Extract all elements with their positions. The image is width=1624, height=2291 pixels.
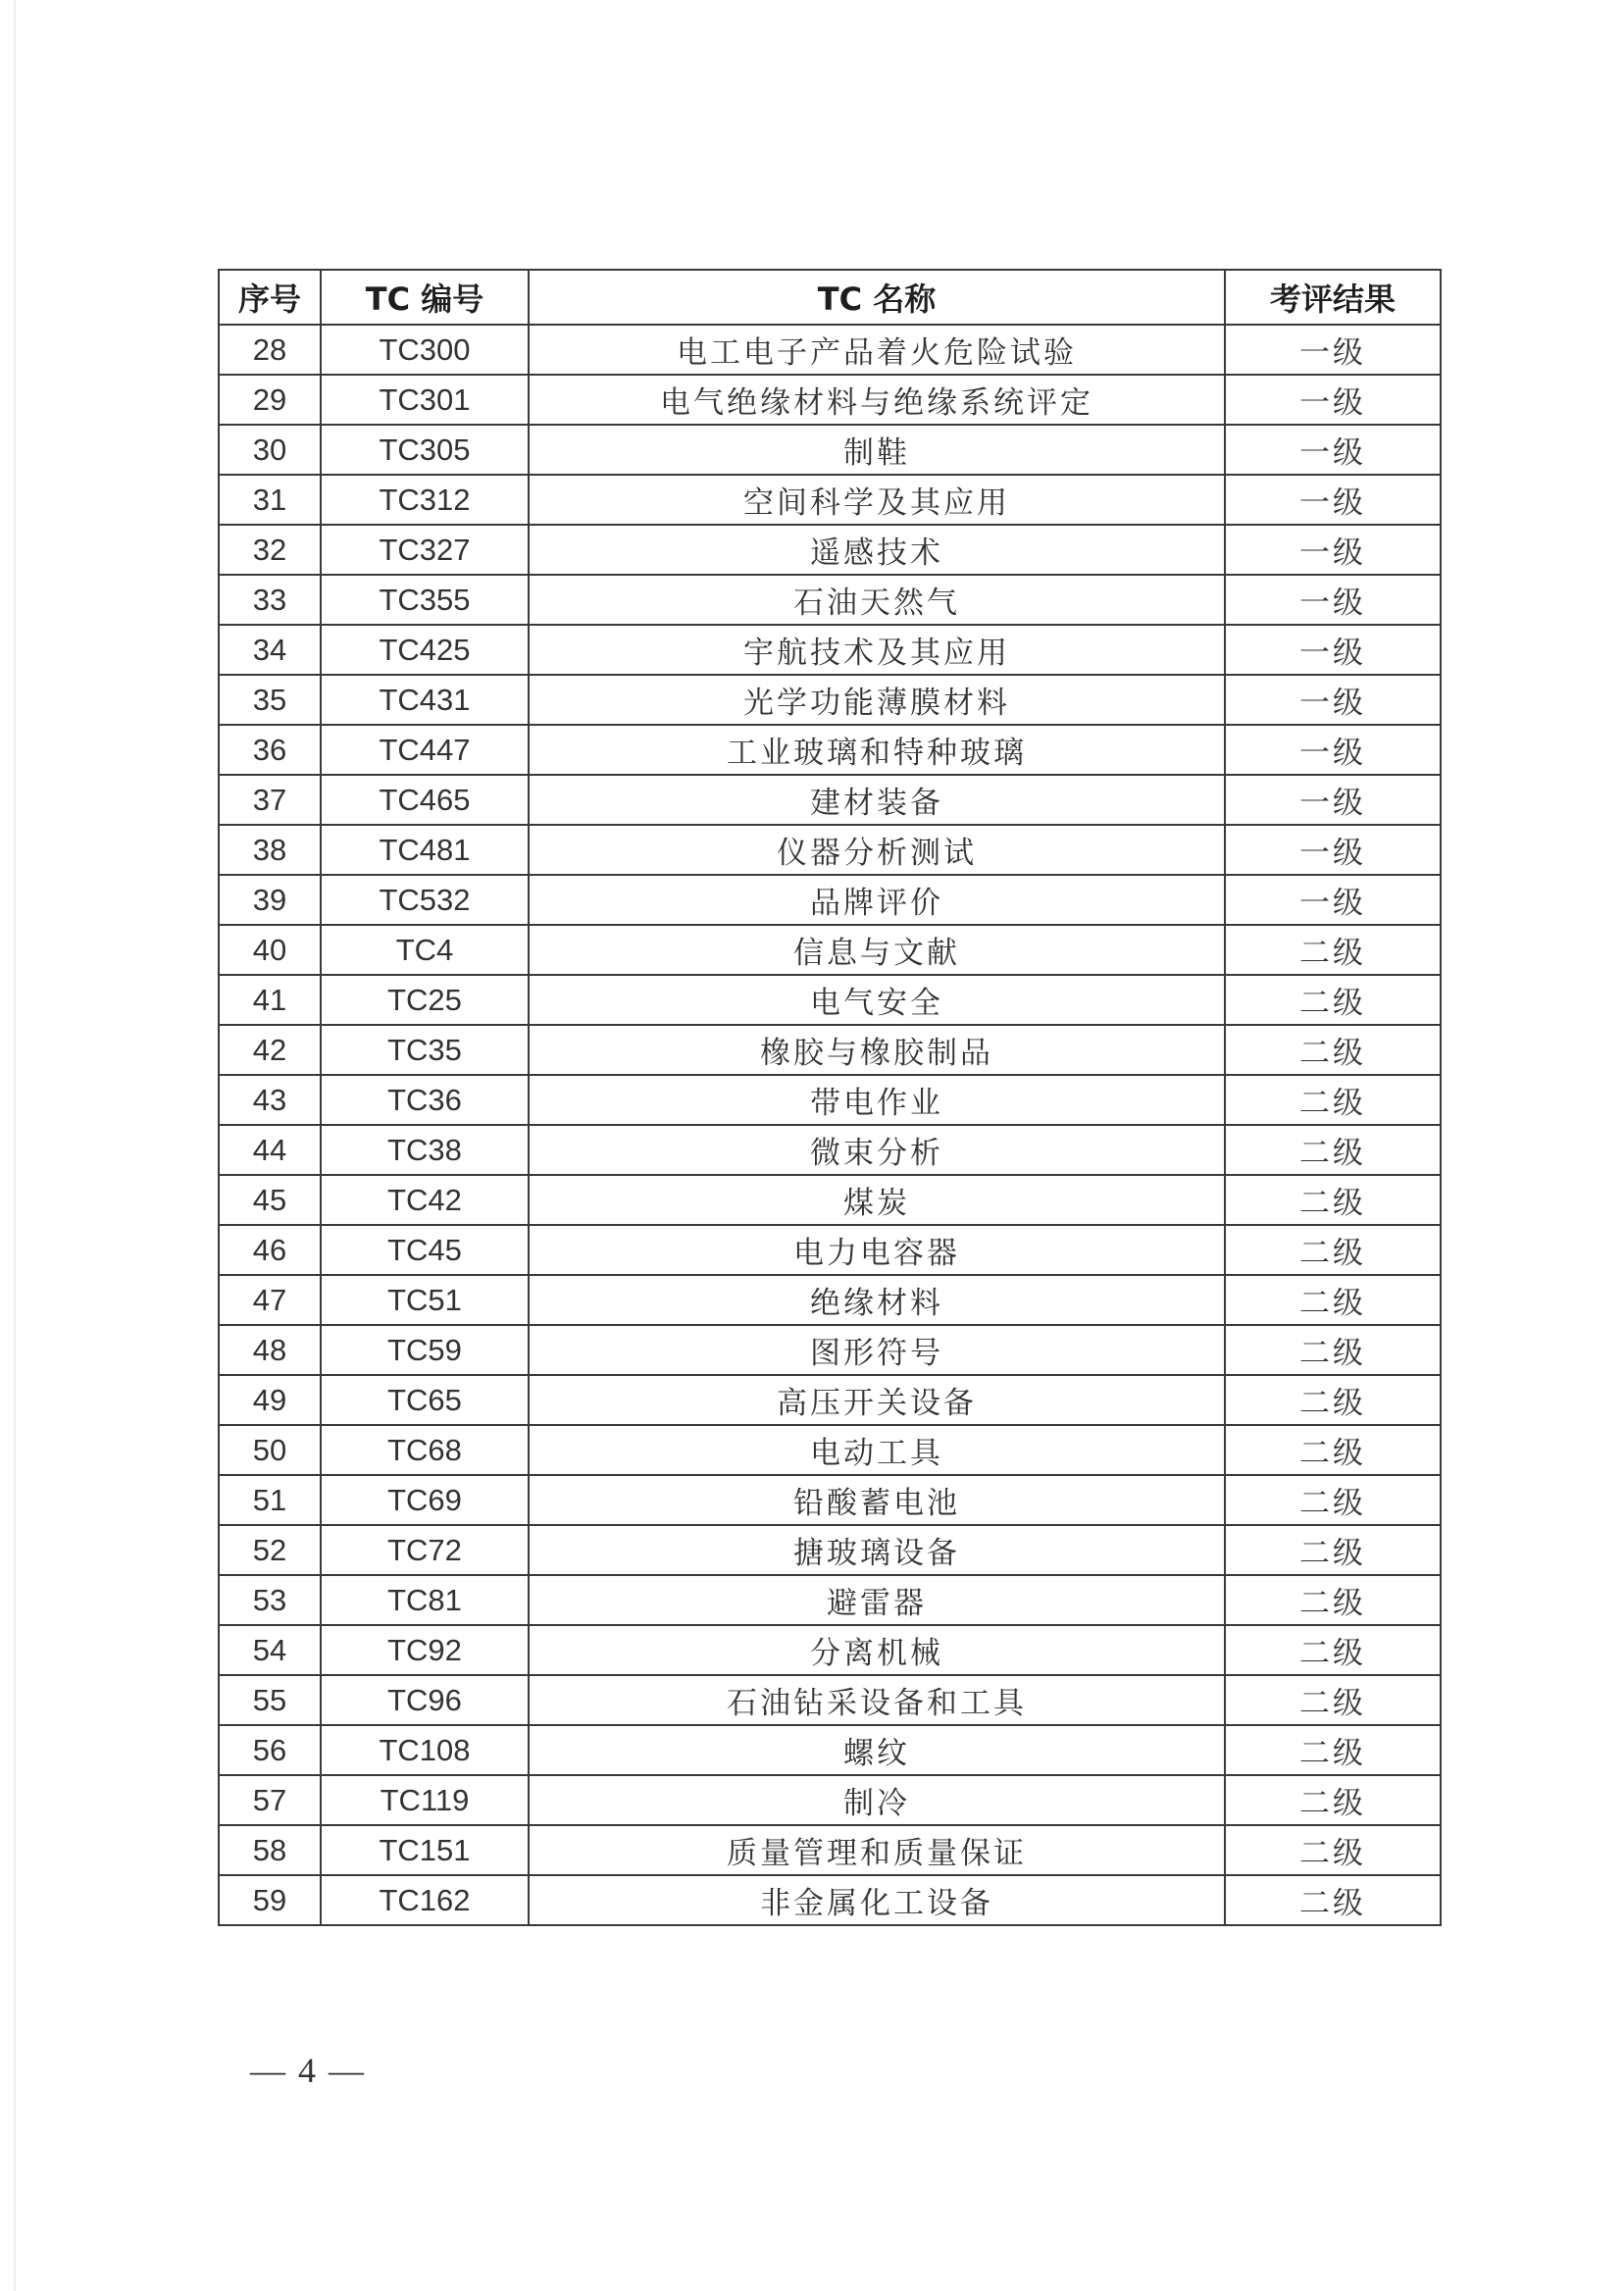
cell-tc-name: 品牌评价: [529, 875, 1225, 925]
cell-evaluation-result: 二级: [1225, 1125, 1441, 1175]
table-row: [219, 575, 1441, 625]
cell-tc-code: TC151: [321, 1825, 529, 1875]
cell-evaluation-result: 二级: [1225, 1775, 1441, 1825]
cell-serial-number: 35: [219, 675, 321, 725]
table-row: [219, 475, 1441, 525]
header-row: [219, 270, 1441, 325]
cell-tc-name: 带电作业: [529, 1075, 1225, 1125]
cell-evaluation-result: 二级: [1225, 1475, 1441, 1525]
cell-serial-number: 36: [219, 725, 321, 775]
table-row: [219, 375, 1441, 425]
cell-evaluation-result: 二级: [1225, 1725, 1441, 1775]
cell-evaluation-result: 二级: [1225, 1225, 1441, 1275]
header-tc-name: TC 名称: [529, 270, 1225, 325]
table-row: [219, 1125, 1441, 1175]
cell-tc-name: 电力电容器: [529, 1225, 1225, 1275]
table-row: [219, 1525, 1441, 1575]
cell-serial-number: 55: [219, 1675, 321, 1725]
table-row: [219, 1225, 1441, 1275]
cell-evaluation-result: 一级: [1225, 875, 1441, 925]
cell-serial-number: 53: [219, 1575, 321, 1625]
cell-tc-code: TC38: [321, 1125, 529, 1175]
cell-evaluation-result: 一级: [1225, 675, 1441, 725]
cell-tc-name: 制鞋: [529, 425, 1225, 475]
cell-serial-number: 56: [219, 1725, 321, 1775]
tc-evaluation-table: [218, 269, 1442, 1926]
cell-serial-number: 48: [219, 1325, 321, 1375]
cell-tc-code: TC108: [321, 1725, 529, 1775]
cell-tc-code: TC305: [321, 425, 529, 475]
table-header: [219, 270, 1441, 325]
cell-tc-name: 遥感技术: [529, 525, 1225, 575]
cell-tc-code: TC327: [321, 525, 529, 575]
cell-evaluation-result: 二级: [1225, 1025, 1441, 1075]
cell-evaluation-result: 二级: [1225, 1875, 1441, 1925]
cell-serial-number: 32: [219, 525, 321, 575]
table-row: [219, 775, 1441, 825]
cell-serial-number: 51: [219, 1475, 321, 1525]
cell-tc-code: TC431: [321, 675, 529, 725]
cell-serial-number: 37: [219, 775, 321, 825]
cell-serial-number: 41: [219, 975, 321, 1025]
cell-tc-name: 宇航技术及其应用: [529, 625, 1225, 675]
cell-serial-number: 30: [219, 425, 321, 475]
cell-serial-number: 57: [219, 1775, 321, 1825]
cell-tc-name: 工业玻璃和特种玻璃: [529, 725, 1225, 775]
table-row: [219, 325, 1441, 375]
table-row: [219, 1025, 1441, 1075]
cell-tc-code: TC481: [321, 825, 529, 875]
table-row: [219, 1275, 1441, 1325]
cell-evaluation-result: 二级: [1225, 925, 1441, 975]
cell-serial-number: 38: [219, 825, 321, 875]
cell-tc-code: TC45: [321, 1225, 529, 1275]
header-evaluation-result: 考评结果: [1225, 270, 1441, 325]
cell-tc-code: TC59: [321, 1325, 529, 1375]
table-row: [219, 1825, 1441, 1875]
cell-evaluation-result: 二级: [1225, 1825, 1441, 1875]
cell-tc-code: TC65: [321, 1375, 529, 1425]
table-row: [219, 675, 1441, 725]
cell-tc-code: TC447: [321, 725, 529, 775]
table-row: [219, 725, 1441, 775]
cell-tc-code: TC465: [321, 775, 529, 825]
cell-tc-name: 电气绝缘材料与绝缘系统评定: [529, 375, 1225, 425]
table-row: [219, 1625, 1441, 1675]
cell-serial-number: 40: [219, 925, 321, 975]
cell-tc-name: 电气安全: [529, 975, 1225, 1025]
table-row: [219, 825, 1441, 875]
cell-tc-code: TC162: [321, 1875, 529, 1925]
cell-tc-name: 螺纹: [529, 1725, 1225, 1775]
cell-evaluation-result: 一级: [1225, 325, 1441, 375]
cell-tc-code: TC92: [321, 1625, 529, 1675]
cell-tc-code: TC300: [321, 325, 529, 375]
cell-serial-number: 33: [219, 575, 321, 625]
table-row: [219, 1675, 1441, 1725]
cell-serial-number: 29: [219, 375, 321, 425]
cell-tc-code: TC42: [321, 1175, 529, 1225]
cell-tc-name: 橡胶与橡胶制品: [529, 1025, 1225, 1075]
cell-serial-number: 59: [219, 1875, 321, 1925]
cell-tc-code: TC69: [321, 1475, 529, 1525]
cell-tc-name: 绝缘材料: [529, 1275, 1225, 1325]
cell-serial-number: 47: [219, 1275, 321, 1325]
table-row: [219, 1075, 1441, 1125]
cell-tc-name: 空间科学及其应用: [529, 475, 1225, 525]
cell-evaluation-result: 二级: [1225, 1375, 1441, 1425]
cell-tc-name: 微束分析: [529, 1125, 1225, 1175]
cell-tc-name: 信息与文献: [529, 925, 1225, 975]
cell-serial-number: 58: [219, 1825, 321, 1875]
cell-evaluation-result: 二级: [1225, 1575, 1441, 1625]
cell-tc-code: TC532: [321, 875, 529, 925]
cell-tc-name: 质量管理和质量保证: [529, 1825, 1225, 1875]
cell-tc-name: 分离机械: [529, 1625, 1225, 1675]
cell-evaluation-result: 二级: [1225, 1675, 1441, 1725]
cell-tc-name: 铅酸蓄电池: [529, 1475, 1225, 1525]
cell-tc-code: TC36: [321, 1075, 529, 1125]
cell-tc-code: TC4: [321, 925, 529, 975]
table-body: [219, 325, 1441, 1925]
table-row: [219, 1725, 1441, 1775]
cell-evaluation-result: 一级: [1225, 525, 1441, 575]
cell-serial-number: 46: [219, 1225, 321, 1275]
cell-evaluation-result: 一级: [1225, 575, 1441, 625]
cell-evaluation-result: 二级: [1225, 1075, 1441, 1125]
cell-tc-name: 光学功能薄膜材料: [529, 675, 1225, 725]
cell-evaluation-result: 二级: [1225, 1175, 1441, 1225]
cell-serial-number: 44: [219, 1125, 321, 1175]
cell-tc-name: 非金属化工设备: [529, 1875, 1225, 1925]
table-row: [219, 1375, 1441, 1425]
cell-serial-number: 49: [219, 1375, 321, 1425]
table-row: [219, 975, 1441, 1025]
cell-evaluation-result: 二级: [1225, 975, 1441, 1025]
cell-serial-number: 39: [219, 875, 321, 925]
cell-evaluation-result: 二级: [1225, 1275, 1441, 1325]
cell-serial-number: 52: [219, 1525, 321, 1575]
header-serial-number: 序号: [219, 270, 321, 325]
cell-tc-name: 仪器分析测试: [529, 825, 1225, 875]
cell-evaluation-result: 一级: [1225, 625, 1441, 675]
cell-serial-number: 45: [219, 1175, 321, 1225]
cell-evaluation-result: 二级: [1225, 1625, 1441, 1675]
cell-tc-name: 高压开关设备: [529, 1375, 1225, 1425]
cell-evaluation-result: 二级: [1225, 1525, 1441, 1575]
page-number: — 4 —: [250, 2051, 366, 2090]
cell-evaluation-result: 二级: [1225, 1425, 1441, 1475]
cell-tc-code: TC312: [321, 475, 529, 525]
cell-tc-name: 搪玻璃设备: [529, 1525, 1225, 1575]
cell-evaluation-result: 一级: [1225, 825, 1441, 875]
table-row: [219, 625, 1441, 675]
cell-serial-number: 31: [219, 475, 321, 525]
cell-serial-number: 50: [219, 1425, 321, 1475]
page-edge-line: [14, 0, 16, 2291]
cell-serial-number: 34: [219, 625, 321, 675]
cell-evaluation-result: 一级: [1225, 475, 1441, 525]
cell-tc-code: TC72: [321, 1525, 529, 1575]
cell-tc-code: TC68: [321, 1425, 529, 1475]
cell-tc-name: 制冷: [529, 1775, 1225, 1825]
cell-tc-code: TC425: [321, 625, 529, 675]
cell-tc-name: 石油天然气: [529, 575, 1225, 625]
cell-serial-number: 54: [219, 1625, 321, 1675]
cell-evaluation-result: 一级: [1225, 775, 1441, 825]
table-row: [219, 1775, 1441, 1825]
table-row: [219, 1425, 1441, 1475]
cell-serial-number: 42: [219, 1025, 321, 1075]
cell-tc-code: TC355: [321, 575, 529, 625]
cell-evaluation-result: 一级: [1225, 375, 1441, 425]
cell-tc-name: 避雷器: [529, 1575, 1225, 1625]
cell-evaluation-result: 一级: [1225, 725, 1441, 775]
cell-tc-name: 煤炭: [529, 1175, 1225, 1225]
table-row: [219, 1325, 1441, 1375]
cell-tc-name: 建材装备: [529, 775, 1225, 825]
cell-tc-code: TC301: [321, 375, 529, 425]
table-row: [219, 1475, 1441, 1525]
table-row: [219, 875, 1441, 925]
table-row: [219, 425, 1441, 475]
cell-tc-code: TC96: [321, 1675, 529, 1725]
cell-tc-code: TC81: [321, 1575, 529, 1625]
cell-evaluation-result: 一级: [1225, 425, 1441, 475]
cell-tc-name: 图形符号: [529, 1325, 1225, 1375]
cell-tc-name: 电动工具: [529, 1425, 1225, 1475]
cell-tc-code: TC51: [321, 1275, 529, 1325]
table-row: [219, 1175, 1441, 1225]
table-row: [219, 925, 1441, 975]
table-row: [219, 1575, 1441, 1625]
header-tc-code: TC 编号: [321, 270, 529, 325]
cell-evaluation-result: 二级: [1225, 1325, 1441, 1375]
cell-serial-number: 28: [219, 325, 321, 375]
table-row: [219, 1875, 1441, 1925]
cell-tc-name: 石油钻采设备和工具: [529, 1675, 1225, 1725]
cell-tc-code: TC35: [321, 1025, 529, 1075]
table-row: [219, 525, 1441, 575]
cell-tc-code: TC119: [321, 1775, 529, 1825]
cell-tc-name: 电工电子产品着火危险试验: [529, 325, 1225, 375]
cell-tc-code: TC25: [321, 975, 529, 1025]
cell-serial-number: 43: [219, 1075, 321, 1125]
